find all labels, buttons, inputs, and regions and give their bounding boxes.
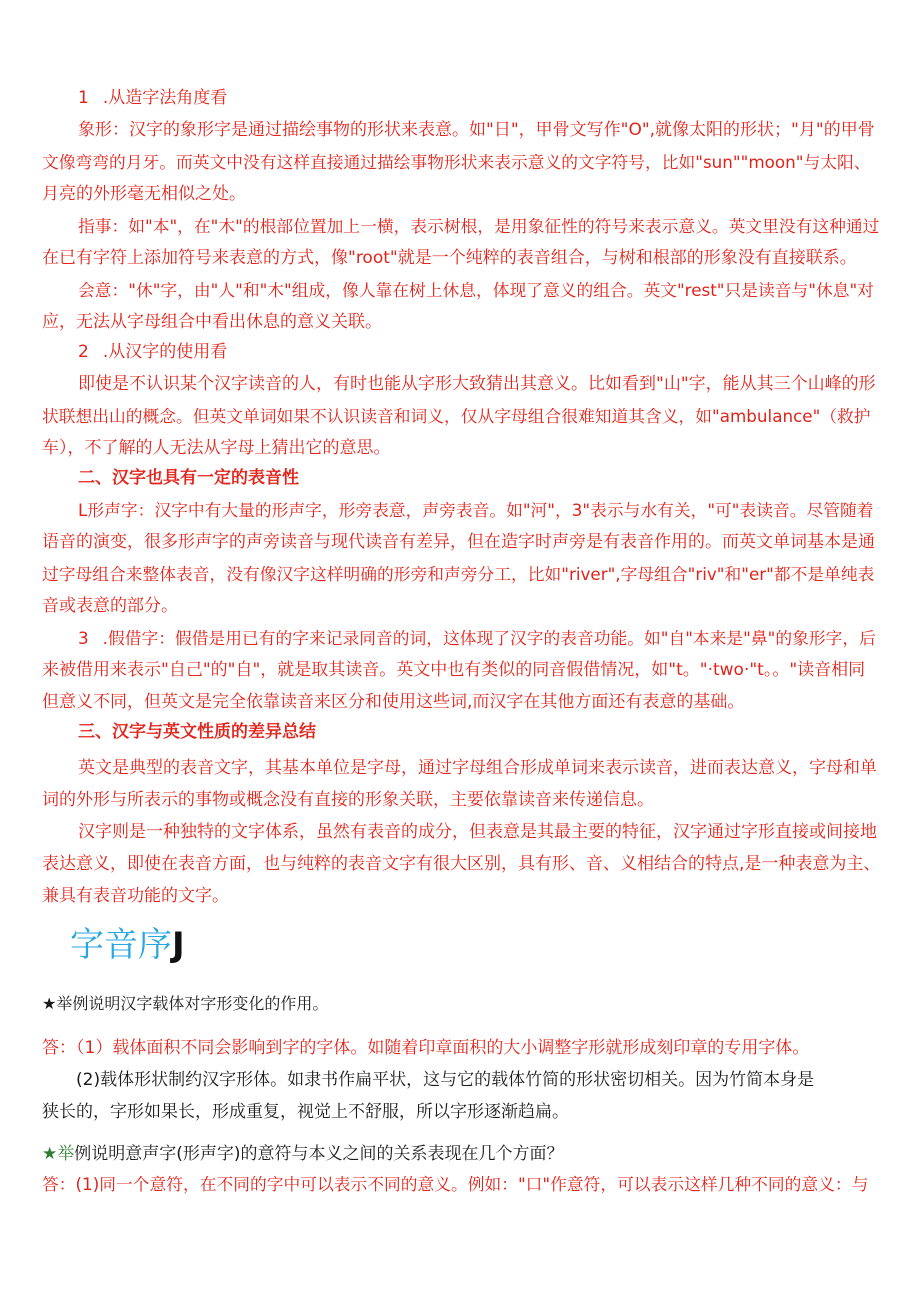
answer-1-line: (2)载体形状制约汉字形体。如隶书作扁平状，这与它的载体竹简的形状密切相关。因为竹简本身是 xyxy=(76,1070,815,1090)
question-1: ★举例说明汉字载体对字形变化的作用。 xyxy=(42,994,329,1013)
paragraph-line: 象形：汉字的象形字是通过描绘事物的形状来表意。如"日"，甲骨文写作"O",就像太阳的形状；"月"的甲骨 xyxy=(78,120,875,140)
section-text: .假借字：假借是用已有的字来记录同音的词，这体现了汉字的表音功能。如"自"本来是"鼻"的象形字，后 xyxy=(102,628,876,648)
section-number: 1 xyxy=(78,88,89,108)
heading-letter: J xyxy=(172,925,185,965)
answer-2-line: 答：(1)同一个意符，在不同的字中可以表示不同的意义。例如："口"作意符，可以表示这样几种不同的意义：与 xyxy=(42,1174,869,1194)
paragraph-line: 在已有字符上添加符号来表意的方式，像"root"就是一个纯粹的表音组合，与树和根部的形象没有直接联系。 xyxy=(42,248,857,268)
paragraph-line: 词的外形与所表示的事物或概念没有直接的形象关联，主要依靠读音来传递信息。 xyxy=(42,790,654,810)
index-heading xyxy=(70,922,185,968)
paragraph-line: 汉字则是一种独特的文字体系，虽然有表音的成分，但表意是其最主要的特征，汉字通过字形直接或间接地 xyxy=(78,822,877,842)
star-icon: ★举 xyxy=(42,1144,75,1164)
paragraph-line: 来被借用来表示"自己"的"自"，就是取其读音。英文中也有类似的同音假借情况，如"t。"·two·"t。。"读音相同 xyxy=(42,660,866,680)
paragraph-line: 即使是不认识某个汉字读音的人，有时也能从字形大致猜出其意义。比如看到"山"字，能从其三个山峰的形 xyxy=(78,374,876,394)
section-number: 3 xyxy=(78,628,89,648)
paragraph-line: 文像弯弯的月牙。而英文中没有这样直接通过描绘事物形状来表示意义的文字符号，比如"sun""moon"与太阳、 xyxy=(42,152,871,172)
section-3-line xyxy=(78,624,876,652)
paragraph-line: 表达意义，即使在表音方面，也与纯粹的表音文字有很大区别，具有形、音、义相结合的特点,是一种表意为主、 xyxy=(42,854,881,874)
heading-2: 二、汉字也具有一定的表音性 xyxy=(78,468,299,488)
paragraph-line: L形声字：汉字中有大量的形声字，形旁表意，声旁表音。如"河"，3"表示与水有关，"可"表读音。尽管随着 xyxy=(78,500,874,520)
paragraph-line: 但意义不同，但英文是完全依靠读音来区分和使用这些词,而汉字在其他方面还有表意的基础。 xyxy=(42,692,745,712)
answer-1-line: 狭长的，字形如果长，形成重复，视觉上不舒服，所以字形逐渐趋扁。 xyxy=(42,1102,569,1122)
section-2-title xyxy=(78,338,227,366)
paragraph-line: 会意："休"字，由"人"和"木"组成，像人靠在树上休息，体现了意义的组合。英文"rest"只是读音与"休息"对 xyxy=(78,280,874,300)
question-2 xyxy=(42,1140,564,1168)
answer-1-line: 答：（1）载体面积不同会影响到字的字体。如随着印章面积的大小调整字形就形成刻印章的专用字体。 xyxy=(42,1038,810,1058)
question-text: 例说明意声字(形声字)的意符与本义之间的关系表现在几个方面？ xyxy=(74,1144,564,1164)
paragraph-line: 兼具有表音功能的文字。 xyxy=(42,886,229,906)
paragraph-line: 状联想出山的概念。但英文单词如果不认识读音和词义，仅从字母组合很难知道其含义，如"ambulance"（救护 xyxy=(42,406,871,426)
section-number: 2 xyxy=(78,342,89,362)
section-title-text: .从造字法角度看 xyxy=(102,88,228,108)
section-1-title xyxy=(78,84,227,112)
heading-text: 字音序 xyxy=(70,925,172,965)
paragraph-line: 应，无法从字母组合中看出休息的意义关联。 xyxy=(42,312,382,332)
paragraph-line: 指事：如"本"，在"木"的根部位置加上一横，表示树根，是用象征性的符号来表示意义。英文里没有这种通过 xyxy=(78,216,880,236)
paragraph-line: 音或表意的部分。 xyxy=(42,596,178,616)
paragraph-line: 英文是典型的表音文字，其基本单位是字母，通过字母组合形成单词来表示读音，进而表达意义，字母和单 xyxy=(78,758,877,778)
paragraph-line: 车），不了解的人无法从字母上猜出它的意思。 xyxy=(42,438,391,458)
section-title-text: .从汉字的使用看 xyxy=(102,342,228,362)
paragraph-line: 过字母组合来整体表音，没有像汉字这样明确的形旁和声旁分工，比如"river",字母组合"riv"和"er"都不是单纯表 xyxy=(42,564,875,584)
heading-3: 三、汉字与英文性质的差异总结 xyxy=(78,722,316,742)
paragraph-line: 语音的演变，很多形声字的声旁读音与现代读音有差异，但在造字时声旁是有表音作用的。而英文单词基本是通 xyxy=(42,532,875,552)
paragraph-line: 月亮的外形毫无相似之处。 xyxy=(42,184,246,204)
